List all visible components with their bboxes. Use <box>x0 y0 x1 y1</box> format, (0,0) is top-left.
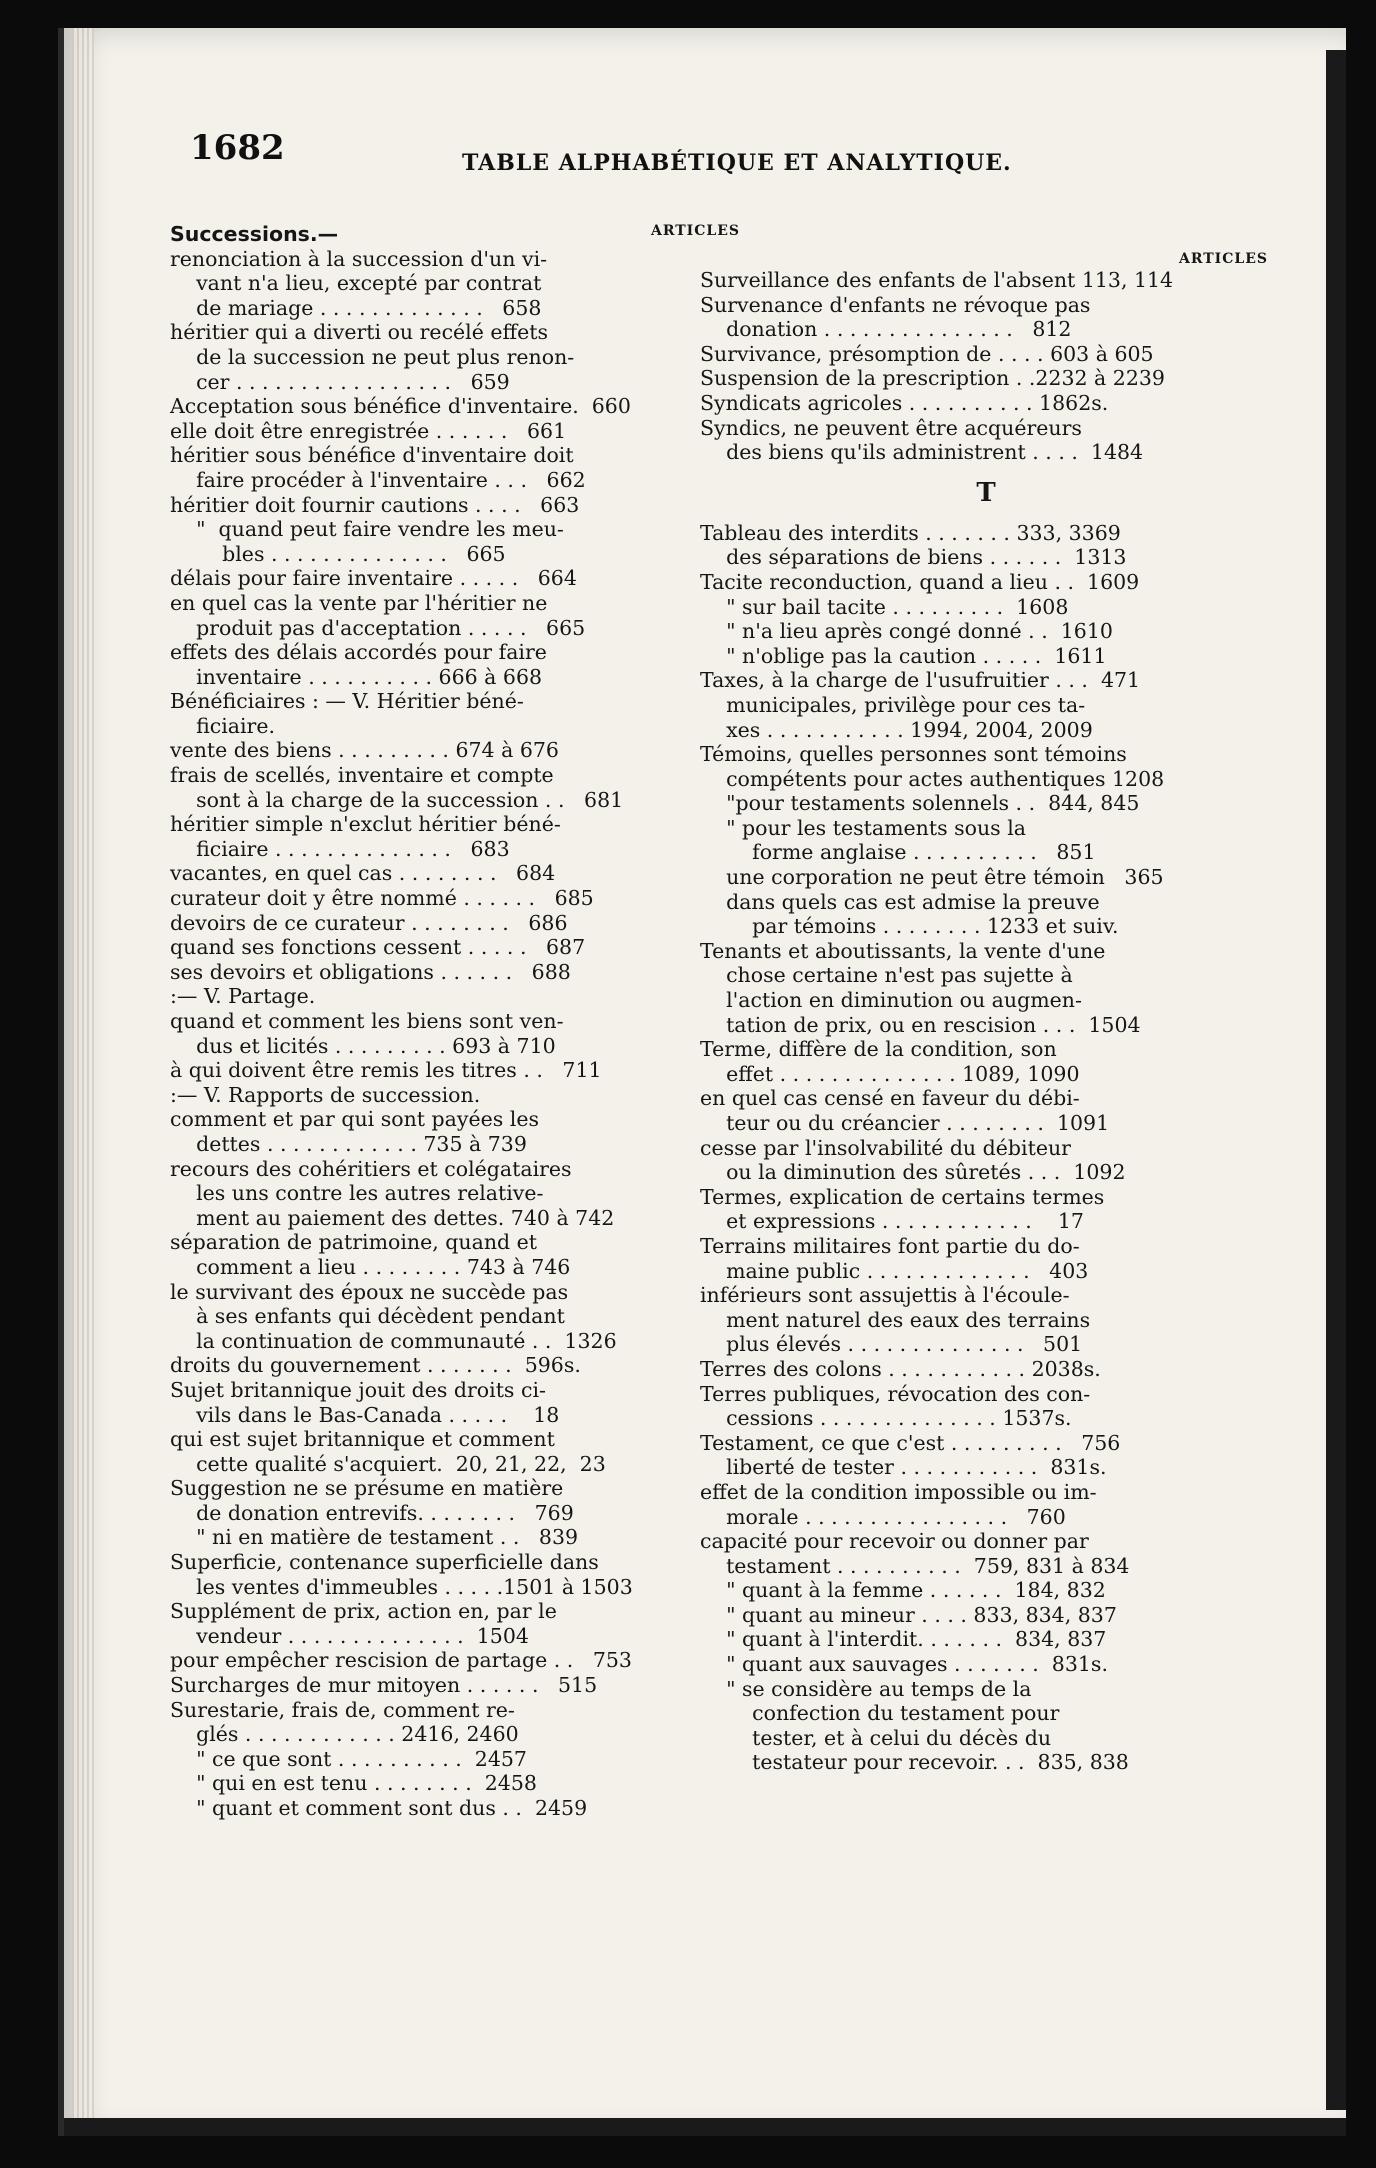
index-line: sont à la charge de la succession . . 681 <box>170 787 624 812</box>
entry-heading: Successions.— <box>170 222 339 246</box>
right-column <box>700 250 1272 1775</box>
index-line: :— V. Rapports de succession. <box>170 1082 481 1107</box>
index-line: " quant à l'interdit. . . . . . . 834, 837 <box>700 1627 1107 1652</box>
index-line: " ce que sont . . . . . . . . . . 2457 <box>170 1746 527 1771</box>
index-line: recours des cohéritiers et colégataires <box>170 1156 572 1181</box>
left-entry-list <box>170 247 744 1821</box>
index-line: produit pas d'acceptation . . . . . 665 <box>170 615 586 640</box>
index-line: cer . . . . . . . . . . . . . . . . . 659 <box>170 369 510 394</box>
index-line: le survivant des époux ne succède pas <box>170 1279 569 1304</box>
index-line: teur ou du créancier . . . . . . . . 1091 <box>700 1111 1110 1135</box>
index-line: à ses enfants qui décèdent pendant <box>170 1304 565 1329</box>
index-line: pour empêcher rescision de partage . . 753 <box>170 1648 632 1673</box>
index-line: Suspension de la prescription . .2232 à 2239 <box>700 366 1165 391</box>
index-line: les uns contre les autres relative- <box>170 1181 544 1206</box>
index-line: Taxes, à la charge de l'usufruitier . . . 471 <box>700 668 1141 693</box>
index-line: quand et comment les biens sont ven- <box>170 1009 564 1033</box>
index-line: frais de scellés, inventaire et compte <box>170 763 554 788</box>
index-line: Acceptation sous bénéfice d'inventaire. 660 <box>170 394 631 419</box>
index-line: " n'oblige pas la caution . . . . . 1611 <box>700 643 1107 668</box>
index-line: vente des biens . . . . . . . . . 674 à 676 <box>170 738 559 763</box>
index-line: capacité pour recevoir ou donner par <box>700 1529 1089 1554</box>
index-line: Terres des colons . . . . . . . . . . . 2038s. <box>700 1356 1101 1381</box>
index-line: compétents pour actes authentiques 1208 <box>700 766 1165 791</box>
index-line: comment a lieu . . . . . . . . 743 à 746 <box>170 1254 571 1279</box>
index-line: " quand peut faire vendre les meu- <box>170 517 564 542</box>
index-line: curateur doit y être nommé . . . . . . 685 <box>170 886 594 911</box>
index-line: héritier sous bénéfice d'inventaire doit <box>170 443 574 468</box>
index-line: donation . . . . . . . . . . . . . . . 812 <box>700 317 1072 342</box>
index-line: héritier simple n'exclut héritier béné- <box>170 812 561 837</box>
index-line: " sur bail tacite . . . . . . . . . 1608 <box>700 594 1069 619</box>
index-line: l'action en diminution ou augmen- <box>700 988 1082 1013</box>
page-number: 1682 <box>190 128 285 168</box>
index-line: elle doit être enregistrée . . . . . . 661 <box>170 418 567 443</box>
index-line: Terme, diffère de la condition, son <box>700 1037 1057 1062</box>
index-line: quand ses fonctions cessent . . . . . 687 <box>170 935 586 960</box>
index-line: " pour les testaments sous la <box>700 815 1026 840</box>
index-line: "pour testaments solennels . . 844, 845 <box>700 791 1140 816</box>
index-line: la continuation de communauté . . 1326 <box>170 1328 617 1353</box>
index-line: testament . . . . . . . . . . 759, 831 à 834 <box>700 1553 1130 1578</box>
index-line: en quel cas la vente par l'héritier ne <box>170 590 548 615</box>
index-line: " quant aux sauvages . . . . . . . 831s. <box>700 1652 1108 1677</box>
section-letter: T <box>976 477 996 508</box>
index-line: xes . . . . . . . . . . . 1994, 2004, 2009 <box>700 717 1093 742</box>
index-line: et expressions . . . . . . . . . . . . 17 <box>700 1209 1084 1234</box>
index-line: Tenants et aboutissants, la vente d'une <box>700 938 1106 963</box>
index-line: Tableau des interdits . . . . . . . 333, 3369 <box>700 520 1121 545</box>
index-line: dettes . . . . . . . . . . . . 735 à 739 <box>170 1131 527 1156</box>
index-line: délais pour faire inventaire . . . . . 664 <box>170 566 577 591</box>
index-line: Tacite reconduction, quand a lieu . . 1609 <box>700 569 1140 594</box>
index-line: tation de prix, ou en rescision . . . 1504 <box>700 1012 1141 1037</box>
index-line: " quant et comment sont dus . . 2459 <box>170 1796 588 1820</box>
index-line: effet . . . . . . . . . . . . . . 1089, 1090 <box>700 1061 1080 1086</box>
index-line: cesse par l'insolvabilité du débiteur <box>700 1135 1071 1160</box>
index-line: Sujet britannique jouit des droits ci- <box>170 1377 546 1402</box>
articles-label: ARTICLES <box>1179 251 1268 267</box>
index-line: par témoins . . . . . . . . 1233 et suiv. <box>700 914 1119 939</box>
index-line: forme anglaise . . . . . . . . . . 851 <box>700 840 1096 865</box>
articles-label: ARTICLES <box>651 223 740 239</box>
index-line: " quant à la femme . . . . . . 184, 832 <box>700 1578 1106 1603</box>
index-line: ment au paiement des dettes. 740 à 742 <box>170 1205 615 1230</box>
index-line: " ni en matière de testament . . 839 <box>170 1525 579 1550</box>
index-line: en quel cas censé en faveur du débi- <box>700 1086 1080 1111</box>
index-line: de donation entrevifs. . . . . . . . 769 <box>170 1500 574 1525</box>
index-line: inférieurs sont assujettis à l'écoule- <box>700 1283 1070 1308</box>
index-line: à qui doivent être remis les titres . . 711 <box>170 1058 602 1083</box>
index-line: effet de la condition impossible ou im- <box>700 1479 1097 1504</box>
index-line: Testament, ce que c'est . . . . . . . . . 756 <box>700 1430 1121 1455</box>
index-line: ficiaire. <box>170 713 276 738</box>
index-line: chose certaine n'est pas sujette à <box>700 963 1073 988</box>
index-line: Suggestion ne se présume en matière <box>170 1476 564 1501</box>
index-line: Surveillance des enfants de l'absent 113, 114 <box>700 268 1174 292</box>
right-entry-list-bottom <box>700 521 1272 1775</box>
index-line: effets des délais accordés pour faire <box>170 640 547 665</box>
index-line: cessions . . . . . . . . . . . . . . 1537s. <box>700 1406 1072 1431</box>
index-line: " se considère au temps de la <box>700 1676 1032 1701</box>
index-line: plus élevés . . . . . . . . . . . . . . 501 <box>700 1332 1083 1357</box>
index-line: vant n'a lieu, excepté par contrat <box>170 271 542 296</box>
page-edge-shadow <box>72 28 94 2136</box>
index-line: Survivance, présomption de . . . . 603 à 605 <box>700 341 1154 366</box>
index-line: Bénéficiaires : — V. Héritier béné- <box>170 689 524 714</box>
index-line: testateur pour recevoir. . . 835, 838 <box>700 1750 1129 1775</box>
index-line: de mariage . . . . . . . . . . . . . 658 <box>170 295 542 320</box>
index-line: bles . . . . . . . . . . . . . . 665 <box>170 541 506 566</box>
index-line: dus et licités . . . . . . . . . 693 à 710 <box>170 1033 556 1058</box>
index-line: de la succession ne peut plus renon- <box>170 344 575 369</box>
index-line: héritier doit fournir cautions . . . . 663 <box>170 492 580 517</box>
index-line: Surestarie, frais de, comment re- <box>170 1697 515 1722</box>
index-line: inventaire . . . . . . . . . . 666 à 668 <box>170 664 543 689</box>
index-line: tester, et à celui du décès du <box>700 1725 1052 1750</box>
index-line: glés . . . . . . . . . . . . 2416, 2460 <box>170 1722 519 1747</box>
index-line: dans quels cas est admise la preuve <box>700 889 1100 914</box>
index-line: ficiaire . . . . . . . . . . . . . . 683 <box>170 836 510 861</box>
scan-border-right <box>1326 50 1346 2110</box>
index-line: les ventes d'immeubles . . . . .1501 à 1503 <box>170 1574 633 1599</box>
index-line: des séparations de biens . . . . . . 1313 <box>700 545 1127 570</box>
index-line: Superficie, contenance superficielle dans <box>170 1550 599 1575</box>
index-line: qui est sujet britannique et comment <box>170 1427 555 1452</box>
index-line: des biens qu'ils administrent . . . . 1484 <box>700 440 1144 465</box>
index-line: Terres publiques, révocation des con- <box>700 1381 1091 1406</box>
index-line: héritier qui a diverti ou recélé effets <box>170 320 548 345</box>
index-line: séparation de patrimoine, quand et <box>170 1230 538 1255</box>
index-line: ment naturel des eaux des terrains <box>700 1307 1091 1332</box>
index-line: une corporation ne peut être témoin 365 <box>700 865 1164 890</box>
index-line: confection du testament pour <box>700 1701 1060 1726</box>
index-line: vendeur . . . . . . . . . . . . . . 1504 <box>170 1623 529 1648</box>
index-line: :— V. Partage. <box>170 984 316 1009</box>
index-line: Supplément de prix, action en, par le <box>170 1599 557 1624</box>
index-line: Témoins, quelles personnes sont témoins <box>700 742 1127 767</box>
index-line: " n'a lieu après congé donné . . 1610 <box>700 619 1113 644</box>
scan-border-bottom <box>64 2118 1346 2136</box>
index-line: maine public . . . . . . . . . . . . . 403 <box>700 1258 1089 1283</box>
index-line: ou la diminution des sûretés . . . 1092 <box>700 1160 1126 1185</box>
index-line: vils dans le Bas-Canada . . . . . 18 <box>170 1402 560 1427</box>
index-line: vacantes, en quel cas . . . . . . . . 684 <box>170 861 556 886</box>
index-line: " quant au mineur . . . . 833, 834, 837 <box>700 1602 1117 1627</box>
index-line: Syndics, ne peuvent être acquéreurs <box>700 415 1082 440</box>
right-entry-list-top <box>700 268 1272 465</box>
running-head: TABLE ALPHABÉTIQUE ET ANALYTIQUE. <box>462 150 1012 176</box>
index-line: comment et par qui sont payées les <box>170 1107 539 1132</box>
index-line: devoirs de ce curateur . . . . . . . . 686 <box>170 910 568 935</box>
index-line: renonciation à la succession d'un vi- <box>170 246 548 271</box>
left-column <box>170 222 744 1821</box>
index-line: Termes, explication de certains termes <box>700 1184 1105 1209</box>
index-line: " qui en est tenu . . . . . . . . 2458 <box>170 1771 537 1796</box>
index-line: ses devoirs et obligations . . . . . . 688 <box>170 959 571 984</box>
index-line: morale . . . . . . . . . . . . . . . . 760 <box>700 1504 1066 1529</box>
index-line: faire procéder à l'inventaire . . . 662 <box>170 467 586 492</box>
index-line: cette qualité s'acquiert. 20, 21, 22, 23 <box>170 1451 606 1476</box>
index-line: Syndicats agricoles . . . . . . . . . . 1862s. <box>700 390 1109 415</box>
index-line: droits du gouvernement . . . . . . . 596s. <box>170 1353 581 1378</box>
index-line: Survenance d'enfants ne révoque pas <box>700 292 1091 317</box>
index-line: liberté de tester . . . . . . . . . . . 831s. <box>700 1455 1107 1480</box>
index-line: municipales, privilège pour ces ta- <box>700 692 1086 717</box>
index-line: Surcharges de mur mitoyen . . . . . . 515 <box>170 1673 598 1698</box>
index-line: Terrains militaires font partie du do- <box>700 1233 1080 1258</box>
